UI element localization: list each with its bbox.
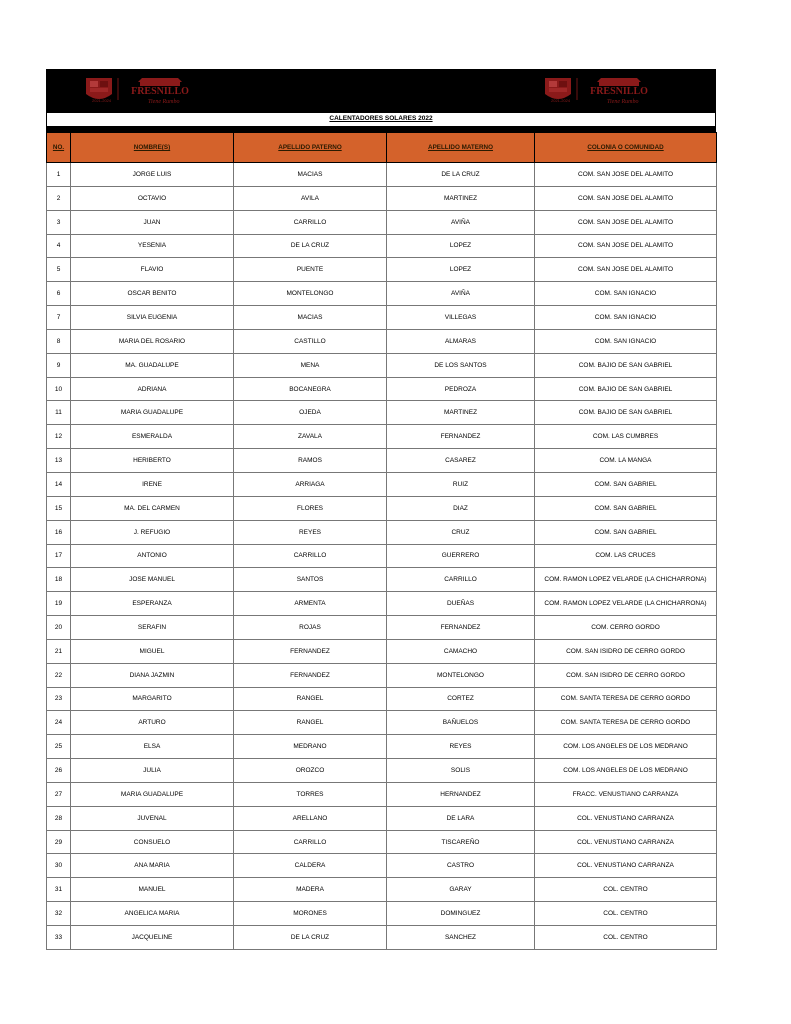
cell-apellido-materno: VILLEGAS (387, 306, 535, 330)
cell-apellido-materno: SOLIS (387, 759, 535, 783)
cell-apellido-materno: AVIÑA (387, 210, 535, 234)
cell-apellido-paterno: ROJAS (234, 616, 387, 640)
table-row (47, 926, 717, 950)
cell-apellido-materno: LOPEZ (387, 258, 535, 282)
cell-colonia: COL. CENTRO (535, 878, 717, 902)
cell-colonia: COM. LAS CUMBRES (535, 425, 717, 449)
beneficiaries-table (46, 132, 717, 950)
cell-colonia: COL. CENTRO (535, 926, 717, 950)
cell-no: 20 (47, 616, 71, 640)
table-row (47, 878, 717, 902)
cell-apellido-paterno: MACIAS (234, 306, 387, 330)
cell-no: 29 (47, 830, 71, 854)
cell-apellido-materno: ALMARAS (387, 329, 535, 353)
table-row (47, 353, 717, 377)
cell-nombres: MARIA DEL ROSARIO (71, 329, 234, 353)
cell-colonia: COM. SANTA TERESA DE CERRO GORDO (535, 687, 717, 711)
table-row (47, 544, 717, 568)
table-row (47, 759, 717, 783)
cell-no: 11 (47, 401, 71, 425)
cell-colonia: COM. RAMON LOPEZ VELARDE (LA CHICHARRONA) (535, 568, 717, 592)
table-row (47, 258, 717, 282)
table-row (47, 282, 717, 306)
cell-apellido-paterno: CASTILLO (234, 329, 387, 353)
cell-apellido-materno: AVIÑA (387, 282, 535, 306)
cell-colonia: COM. RAMON LOPEZ VELARDE (LA CHICHARRONA) (535, 592, 717, 616)
cell-apellido-materno: TISCAREÑO (387, 830, 535, 854)
cell-no: 2 (47, 186, 71, 210)
cell-nombres: ESPERANZA (71, 592, 234, 616)
cell-colonia: COL. VENUSTIANO CARRANZA (535, 806, 717, 830)
cell-apellido-materno: SANCHEZ (387, 926, 535, 950)
table-body (47, 163, 717, 950)
table-row (47, 186, 717, 210)
column-header-apellido-paterno: APELLIDO PATERNO (234, 133, 387, 163)
cell-nombres: OSCAR BENITO (71, 282, 234, 306)
cell-nombres: ESMERALDA (71, 425, 234, 449)
table-row (47, 735, 717, 759)
cell-colonia: COM. SAN GABRIEL (535, 472, 717, 496)
cell-no: 26 (47, 759, 71, 783)
cell-colonia: COM. SAN GABRIEL (535, 496, 717, 520)
cell-apellido-materno: CASAREZ (387, 449, 535, 473)
cell-apellido-paterno: PUENTE (234, 258, 387, 282)
cell-nombres: ADRIANA (71, 377, 234, 401)
cell-apellido-materno: REYES (387, 735, 535, 759)
cell-nombres: ARTURO (71, 711, 234, 735)
cell-no: 33 (47, 926, 71, 950)
cell-apellido-materno: CRUZ (387, 520, 535, 544)
cell-apellido-materno: CORTEZ (387, 687, 535, 711)
cell-no: 31 (47, 878, 71, 902)
cell-apellido-materno: GARAY (387, 878, 535, 902)
cell-colonia: COL. CENTRO (535, 902, 717, 926)
cell-apellido-materno: MARTINEZ (387, 186, 535, 210)
cell-no: 7 (47, 306, 71, 330)
table-row (47, 711, 717, 735)
document-sheet (46, 69, 716, 950)
cell-nombres: MANUEL (71, 878, 234, 902)
cell-no: 9 (47, 353, 71, 377)
table-row (47, 472, 717, 496)
table-row (47, 496, 717, 520)
cell-apellido-materno: MARTINEZ (387, 401, 535, 425)
cell-colonia: COM. LA MANGA (535, 449, 717, 473)
table-row (47, 401, 717, 425)
fresnillo-logo-right (543, 76, 693, 104)
cell-nombres: IRENE (71, 472, 234, 496)
cell-apellido-paterno: DE LA CRUZ (234, 234, 387, 258)
cell-apellido-paterno: RANGEL (234, 687, 387, 711)
cell-apellido-materno: RUIZ (387, 472, 535, 496)
svg-text:Tiene Rumbo: Tiene Rumbo (148, 99, 180, 104)
cell-apellido-paterno: ARRIAGA (234, 472, 387, 496)
cell-nombres: FLAVIO (71, 258, 234, 282)
cell-apellido-materno: MONTELONGO (387, 663, 535, 687)
cell-nombres: HERIBERTO (71, 449, 234, 473)
cell-nombres: MA. DEL CARMEN (71, 496, 234, 520)
table-row (47, 163, 717, 187)
cell-nombres: SILVIA EUGENIA (71, 306, 234, 330)
cell-no: 21 (47, 639, 71, 663)
cell-apellido-paterno: OJEDA (234, 401, 387, 425)
cell-apellido-materno: DE LA CRUZ (387, 163, 535, 187)
cell-colonia: COM. BAJIO DE SAN GABRIEL (535, 377, 717, 401)
cell-apellido-paterno: CALDERA (234, 854, 387, 878)
cell-apellido-paterno: MADERA (234, 878, 387, 902)
cell-no: 22 (47, 663, 71, 687)
cell-apellido-materno: DIAZ (387, 496, 535, 520)
cell-apellido-materno: DE LOS SANTOS (387, 353, 535, 377)
cell-nombres: ANGELICA MARIA (71, 902, 234, 926)
cell-apellido-paterno: REYES (234, 520, 387, 544)
cell-colonia: FRACC. VENUSTIANO CARRANZA (535, 782, 717, 806)
cell-apellido-materno: DUEÑAS (387, 592, 535, 616)
svg-text:FRESNILLO: FRESNILLO (131, 86, 189, 97)
cell-nombres: JOSE MANUEL (71, 568, 234, 592)
cell-colonia: COM. LAS CRUCES (535, 544, 717, 568)
cell-apellido-paterno: ARELLANO (234, 806, 387, 830)
cell-apellido-materno: DE LARA (387, 806, 535, 830)
cell-apellido-materno: LOPEZ (387, 234, 535, 258)
cell-colonia: COM. SAN JOSE DEL ALAMITO (535, 186, 717, 210)
cell-no: 19 (47, 592, 71, 616)
cell-apellido-paterno: ZAVALA (234, 425, 387, 449)
cell-colonia: COM. SAN ISIDRO DE CERRO GORDO (535, 639, 717, 663)
cell-apellido-paterno: MEDRANO (234, 735, 387, 759)
cell-colonia: COM. SAN IGNACIO (535, 329, 717, 353)
svg-text:2021-2024: 2021-2024 (92, 98, 112, 103)
svg-text:2021-2024: 2021-2024 (551, 98, 571, 103)
table-row (47, 639, 717, 663)
column-header-nombres: NOMBRE(S) (71, 133, 234, 163)
cell-colonia: COM. SAN JOSE DEL ALAMITO (535, 234, 717, 258)
title-band (46, 113, 716, 126)
cell-nombres: ANTONIO (71, 544, 234, 568)
cell-colonia: COM. BAJIO DE SAN GABRIEL (535, 401, 717, 425)
cell-apellido-materno: FERNANDEZ (387, 425, 535, 449)
table-row (47, 306, 717, 330)
cell-colonia: COM. SAN ISIDRO DE CERRO GORDO (535, 663, 717, 687)
column-header-apellido-materno: APELLIDO MATERNO (387, 133, 535, 163)
cell-apellido-materno: FERNANDEZ (387, 616, 535, 640)
table-row (47, 663, 717, 687)
table-row (47, 806, 717, 830)
cell-apellido-paterno: MORONES (234, 902, 387, 926)
table-row (47, 687, 717, 711)
cell-no: 4 (47, 234, 71, 258)
table-row (47, 782, 717, 806)
table-row (47, 425, 717, 449)
cell-apellido-paterno: OROZCO (234, 759, 387, 783)
cell-apellido-materno: CARRILLO (387, 568, 535, 592)
cell-apellido-paterno: MENA (234, 353, 387, 377)
cell-apellido-materno: CAMACHO (387, 639, 535, 663)
cell-no: 15 (47, 496, 71, 520)
cell-colonia: COM. SANTA TERESA DE CERRO GORDO (535, 711, 717, 735)
table-row (47, 830, 717, 854)
fresnillo-logo-left (84, 76, 234, 104)
cell-apellido-paterno: RANGEL (234, 711, 387, 735)
cell-colonia: COL. VENUSTIANO CARRANZA (535, 830, 717, 854)
cell-apellido-materno: PEDROZA (387, 377, 535, 401)
cell-apellido-paterno: AVILA (234, 186, 387, 210)
cell-no: 28 (47, 806, 71, 830)
cell-apellido-paterno: BOCANEGRA (234, 377, 387, 401)
cell-apellido-paterno: CARRILLO (234, 210, 387, 234)
cell-no: 32 (47, 902, 71, 926)
table-row (47, 520, 717, 544)
cell-nombres: MARIA GUADALUPE (71, 782, 234, 806)
cell-nombres: MARGARITO (71, 687, 234, 711)
cell-apellido-paterno: ARMENTA (234, 592, 387, 616)
cell-no: 10 (47, 377, 71, 401)
cell-no: 23 (47, 687, 71, 711)
table-row (47, 449, 717, 473)
cell-nombres: CONSUELO (71, 830, 234, 854)
table-header-row (47, 133, 717, 163)
cell-apellido-materno: CASTRO (387, 854, 535, 878)
table-row (47, 592, 717, 616)
table-row (47, 377, 717, 401)
cell-colonia: COM. SAN JOSE DEL ALAMITO (535, 210, 717, 234)
cell-apellido-paterno: DE LA CRUZ (234, 926, 387, 950)
cell-colonia: COM. LOS ANGELES DE LOS MEDRANO (535, 759, 717, 783)
cell-nombres: JUVENAL (71, 806, 234, 830)
cell-nombres: ELSA (71, 735, 234, 759)
cell-no: 18 (47, 568, 71, 592)
cell-apellido-materno: GUERRERO (387, 544, 535, 568)
cell-nombres: OCTAVIO (71, 186, 234, 210)
cell-no: 3 (47, 210, 71, 234)
cell-apellido-paterno: RAMOS (234, 449, 387, 473)
cell-no: 13 (47, 449, 71, 473)
cell-colonia: COM. CERRO GORDO (535, 616, 717, 640)
table-row (47, 234, 717, 258)
table-row (47, 329, 717, 353)
cell-nombres: JACQUELINE (71, 926, 234, 950)
cell-colonia: COM. SAN JOSE DEL ALAMITO (535, 163, 717, 187)
cell-apellido-paterno: MACIAS (234, 163, 387, 187)
cell-colonia: COM. SAN GABRIEL (535, 520, 717, 544)
cell-colonia: COM. BAJIO DE SAN GABRIEL (535, 353, 717, 377)
cell-apellido-paterno: FERNANDEZ (234, 663, 387, 687)
cell-colonia: COM. SAN IGNACIO (535, 282, 717, 306)
cell-colonia: COL. VENUSTIANO CARRANZA (535, 854, 717, 878)
svg-text:FRESNILLO: FRESNILLO (590, 86, 648, 97)
column-header-colonia: COLONIA O COMUNIDAD (535, 133, 717, 163)
cell-colonia: COM. LOS ANGELES DE LOS MEDRANO (535, 735, 717, 759)
cell-nombres: DIANA JAZMIN (71, 663, 234, 687)
cell-nombres: JORGE LUIS (71, 163, 234, 187)
cell-no: 6 (47, 282, 71, 306)
cell-apellido-paterno: SANTOS (234, 568, 387, 592)
cell-nombres: MIGUEL (71, 639, 234, 663)
cell-no: 5 (47, 258, 71, 282)
cell-colonia: COM. SAN IGNACIO (535, 306, 717, 330)
cell-nombres: MA. GUADALUPE (71, 353, 234, 377)
cell-no: 16 (47, 520, 71, 544)
table-row (47, 568, 717, 592)
table-row (47, 854, 717, 878)
cell-apellido-paterno: FLORES (234, 496, 387, 520)
table-row (47, 210, 717, 234)
cell-no: 1 (47, 163, 71, 187)
cell-no: 30 (47, 854, 71, 878)
cell-apellido-materno: DOMINGUEZ (387, 902, 535, 926)
cell-apellido-paterno: MONTELONGO (234, 282, 387, 306)
cell-nombres: YESENIA (71, 234, 234, 258)
cell-nombres: J. REFUGIO (71, 520, 234, 544)
cell-nombres: JUAN (71, 210, 234, 234)
cell-nombres: ANA MARIA (71, 854, 234, 878)
cell-apellido-paterno: CARRILLO (234, 544, 387, 568)
cell-apellido-materno: BAÑUELOS (387, 711, 535, 735)
cell-no: 8 (47, 329, 71, 353)
cell-apellido-paterno: CARRILLO (234, 830, 387, 854)
cell-nombres: JULIA (71, 759, 234, 783)
column-header-no: NO. (47, 133, 71, 163)
cell-apellido-materno: HERNANDEZ (387, 782, 535, 806)
cell-apellido-paterno: TORRES (234, 782, 387, 806)
cell-nombres: MARIA GUADALUPE (71, 401, 234, 425)
table-row (47, 902, 717, 926)
svg-text:Tiene Rumbo: Tiene Rumbo (607, 99, 639, 104)
cell-colonia: COM. SAN JOSE DEL ALAMITO (535, 258, 717, 282)
cell-no: 24 (47, 711, 71, 735)
cell-no: 25 (47, 735, 71, 759)
cell-apellido-paterno: FERNANDEZ (234, 639, 387, 663)
cell-no: 14 (47, 472, 71, 496)
table-row (47, 616, 717, 640)
cell-no: 17 (47, 544, 71, 568)
document-title: CALENTADORES SOLARES 2022 (329, 115, 433, 122)
header-bar (46, 69, 716, 113)
cell-nombres: SERAFIN (71, 616, 234, 640)
cell-no: 12 (47, 425, 71, 449)
cell-no: 27 (47, 782, 71, 806)
